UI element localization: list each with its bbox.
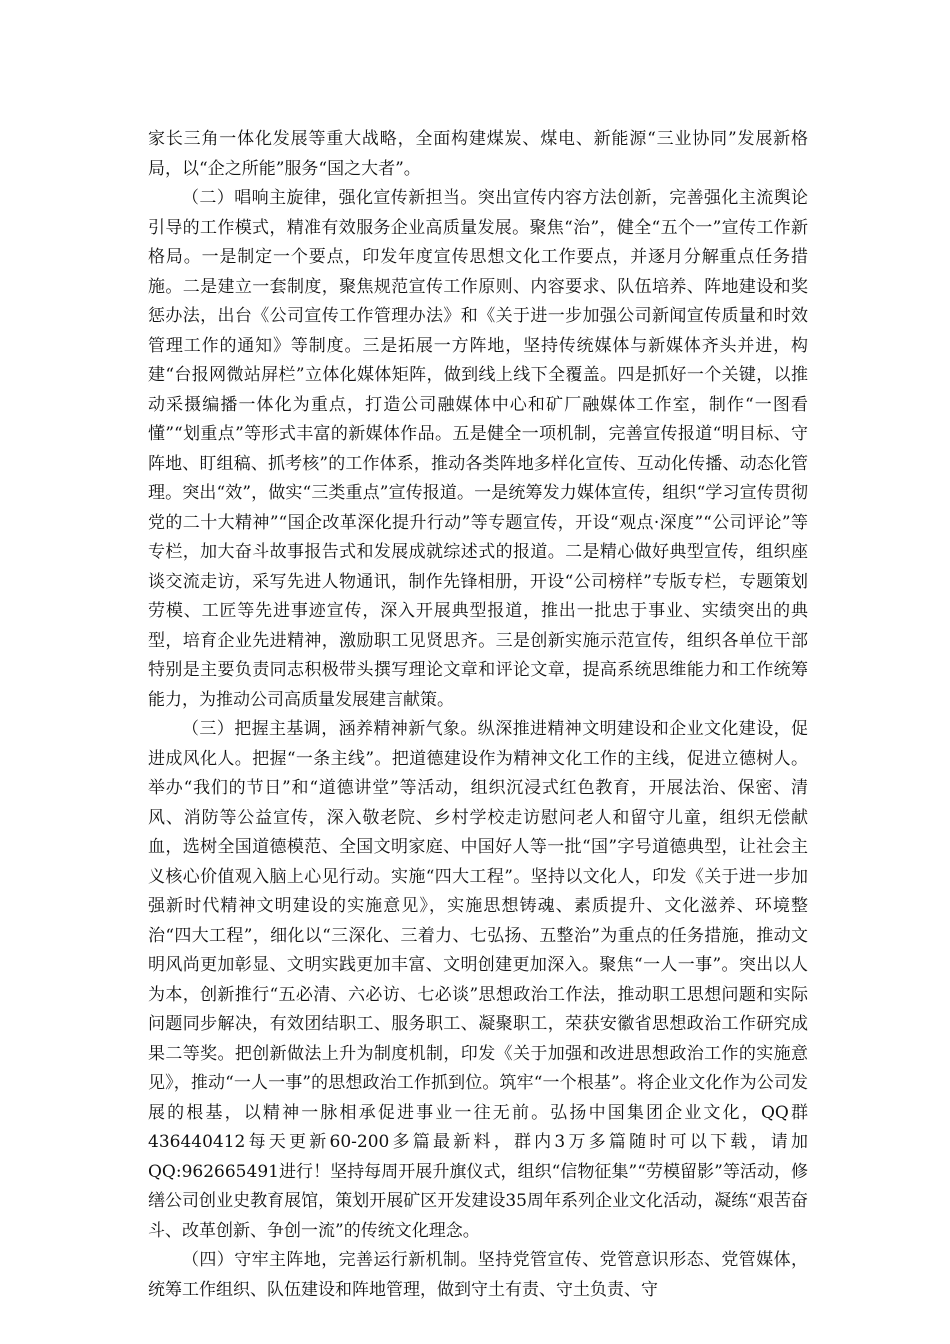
paragraph-section-4: （四）守牢主阵地，完善运行新机制。坚持党管宣传、党管意识形态、党管媒体，统筹工作组织、队伍建设和阵地管理，做到守土有责、守土负责、守	[148, 1250, 808, 1300]
paragraph-section-3: （三）把握主基调，涵养精神新气象。纵深推进精神文明建设和企业文化建设，促进成风化人。把握“一条主线”。把道德建设作为精神文化工作的主线，促进立德树人。举办“我们的节日”和“道德讲堂”等活动，组织沉浸式红色教育，开展法治、保密、清风、消防等公益宣传，深入敬老院、乡村学校走访慰问老人和留守儿童，组织无偿献血，选树全国道德模范、全国文明家庭、中国好人等一批“国”字号道德典型，让社会主义核心价值观入脑上心见行动。实施“四大工程”。坚持以文化人，印发《关于进一步加强新时代精神文明建设的实施意见》，实施思想铸魂、素质提升、文化滋养、环境整治“四大工程”，细化以“三深化、三着力、七弘扬、五整治”为重点的任务措施，推动文明风尚更加彰显、文明实践更加丰富、文明创建更加深入。聚焦“一人一事”。突出以人为本，创新推行“五必清、六必访、七必谈”思想政治工作法，推动职工思想问题和实际问题同步解决，有效团结职工、服务职工、凝聚职工，荣获安徽省思想政治工作研究成果二等奖。把创新做法上升为制度机制，印发《关于加强和改进思想政治工作的实施意见》，推动“一人一事”的思想政治工作抓到位。筑牢“一个根基”。将企业文化作为公司发展的根基，以精神一脉相承促进事业一往无前。弘扬中国集团企业文化，QQ群436440412每天更新60-200多篇最新料，群内3万多篇随时可以下载，请加QQ:962665491进行！坚持每周开展升旗仪式，组织“信物征集”“劳模留影”等活动，修缮公司创业史教育展馆，策划开展矿区开发建设35周年系列企业文化活动，凝练“艰苦奋斗、改革创新、争创一流”的传统文化理念。	[148, 719, 808, 1241]
paragraph-continuation: 家长三角一体化发展等重大战略，全面构建煤炭、煤电、新能源“三业协同”发展新格局，以“企之所能”服务“国之大者”。	[148, 129, 808, 179]
paragraph-section-2: （二）唱响主旋律，强化宣传新担当。突出宣传内容方法创新，完善强化主流舆论引导的工作模式，精准有效服务企业高质量发展。聚焦“治”，健全“五个一”宣传工作新格局。一是制定一个要点，印发年度宣传思想文化工作要点，并逐月分解重点任务措施。二是建立一套制度，聚焦规范宣传工作原则、内容要求、队伍培养、阵地建设和奖惩办法，出台《公司宣传工作管理办法》和《关于进一步加强公司新闻宣传质量和时效管理工作的通知》等制度。三是拓展一方阵地，坚持传统媒体与新媒体齐头并进，构建“台报网微站屏栏”立体化媒体矩阵，做到线上线下全覆盖。四是抓好一个关键，以推动采摄编播一体化为重点，打造公司融媒体中心和矿厂融媒体工作室，制作“一图看懂”“划重点”等形式丰富的新媒体作品。五是健全一项机制，完善宣传报道“明目标、守阵地、盯组稿、抓考核”的工作体系，推动各类阵地多样化宣传、互动化传播、动态化管理。突出“效”，做实“三类重点”宣传报道。一是统筹发力媒体宣传，组织“学习宣传贯彻党的二十大精神”“国企改革深化提升行动”等专题宣传，开设“观点·深度”“公司评论”等专栏，加大奋斗故事报告式和发展成就综述式的报道。二是精心做好典型宣传，组织座谈交流走访，采写先进人物通讯，制作先锋相册，开设“公司榜样”专版专栏，专题策划劳模、工匠等先进事迹宣传，深入开展典型报道，推出一批忠于事业、实绩突出的典型，培育企业先进精神，激励职工见贤思齐。三是创新实施示范宣传，组织各单位干部特别是主要负责同志积极带头撰写理论文章和评论文章，提高系统思维能力和工作统筹能力，为推动公司高质量发展建言献策。	[148, 188, 808, 710]
document-body	[148, 125, 808, 1305]
